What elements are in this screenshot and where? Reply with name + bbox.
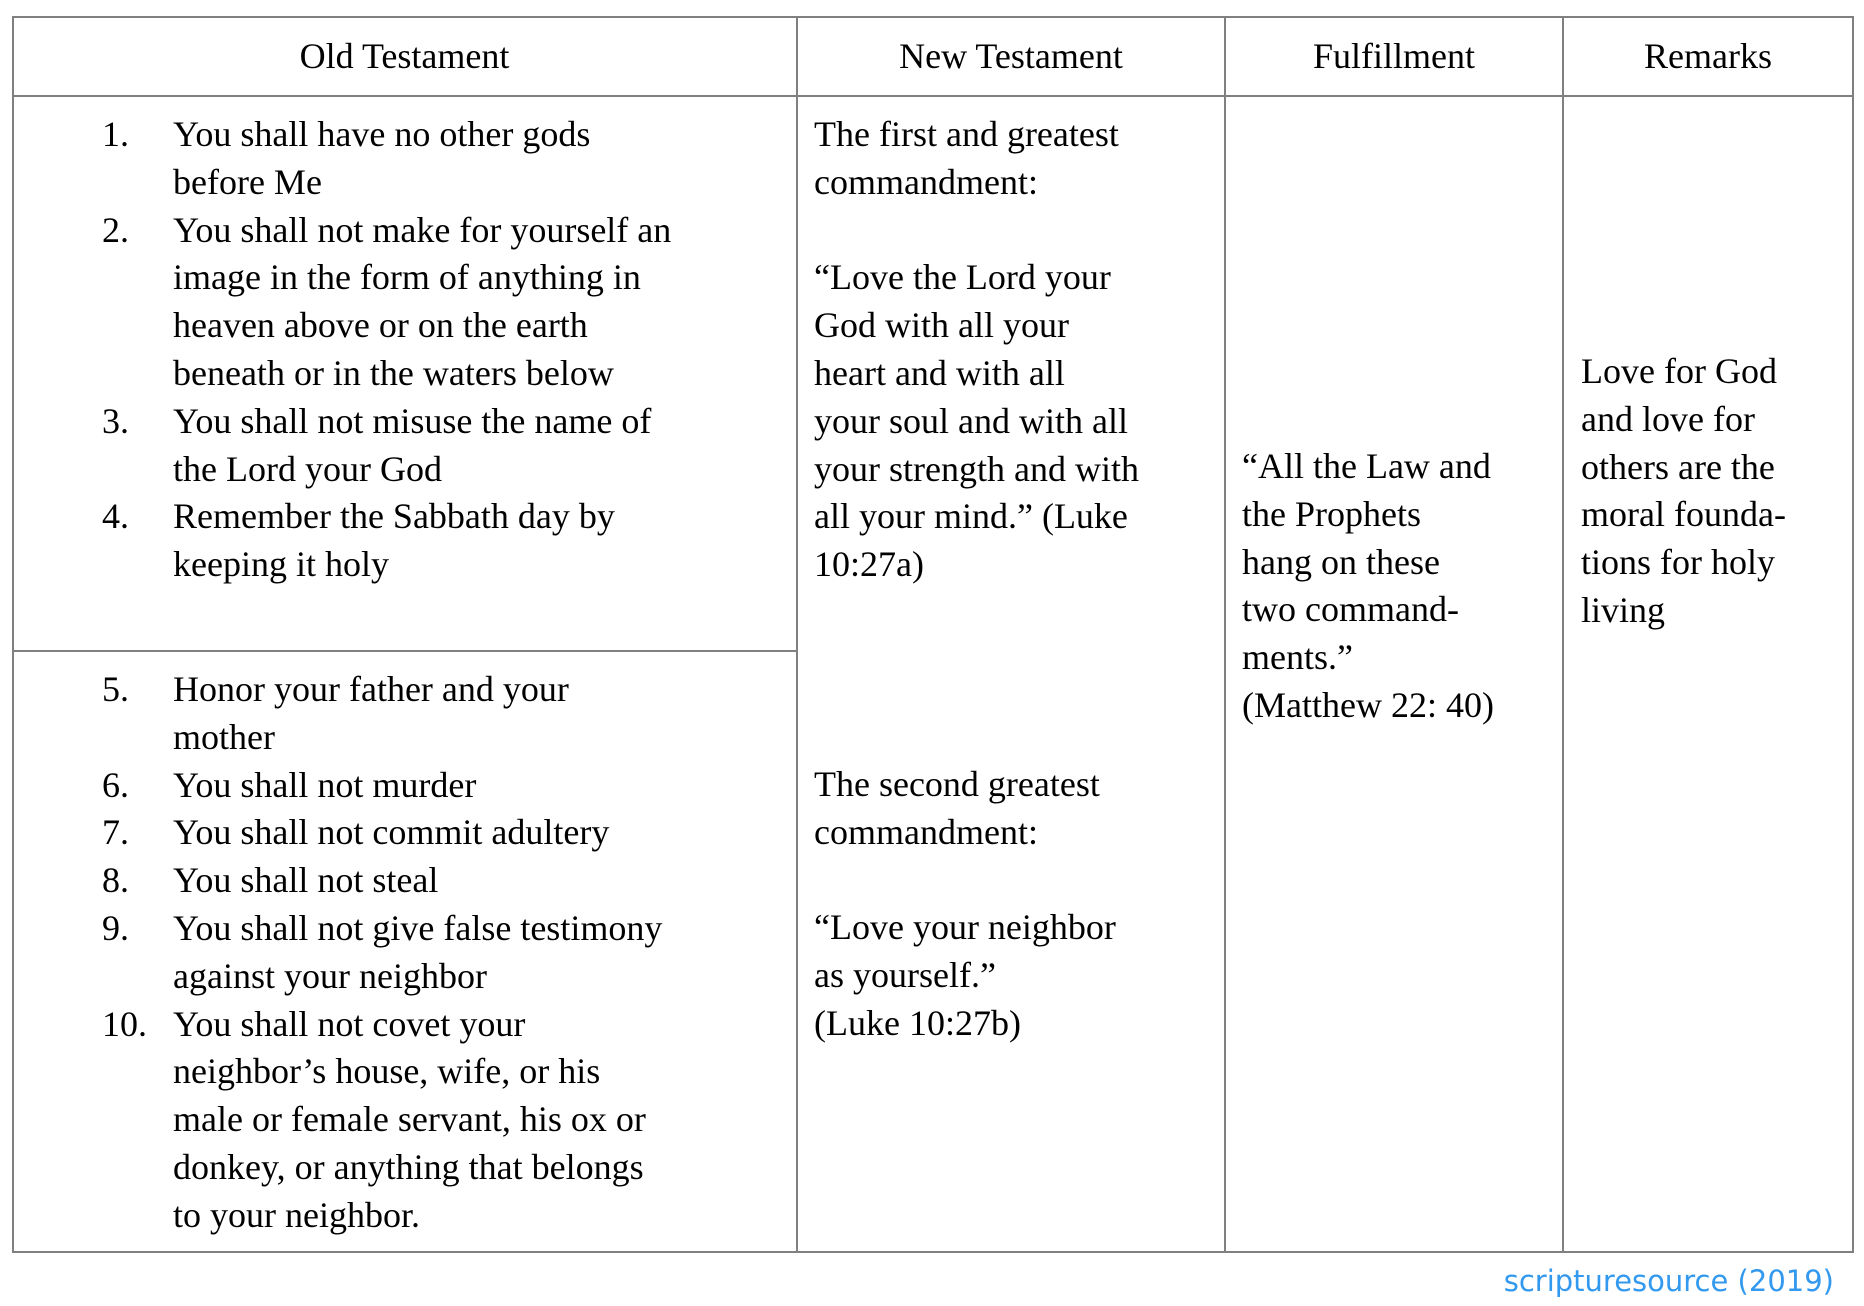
commandment-text: You shall have no other gods before Me (173, 114, 591, 202)
header-new-testament: New Testament (899, 36, 1123, 76)
commandment-item (102, 857, 792, 905)
header-old-testament: Old Testament (299, 36, 510, 76)
header-remarks: Remarks (1644, 36, 1772, 76)
commandment-number: 9. (102, 907, 129, 948)
column-divider (1224, 16, 1226, 1253)
commandment-item (102, 1001, 792, 1240)
commandment-item (102, 666, 792, 762)
commandment-number: 6. (102, 764, 129, 805)
table-border-bottom (13, 1251, 1854, 1253)
fulfillment-text: “All the Law and the Prophets hang on these two command- ments.” (Matthew 22: 40) (1242, 446, 1494, 725)
commandment-text: You shall not commit adultery (173, 812, 610, 853)
commandment-text: You shall not misuse the name of the Lord your God (173, 400, 652, 489)
old-testament-list-second (102, 666, 792, 1240)
new-testament-first-commandment: The first and greatest commandment: “Love the Lord your God with all your heart and with all your soul and with all your strength and with all your mind.” (Luke 10:27a) (814, 114, 1139, 585)
commandment-item (102, 207, 792, 398)
commandment-item (102, 493, 792, 589)
commandment-number: 2. (102, 209, 129, 250)
remarks-text: Love for God and love for others are the moral founda- tions for holy living (1581, 351, 1786, 630)
commandment-item (102, 762, 792, 810)
commandment-text: You shall not give false testimony against your neighbor (173, 907, 663, 996)
column-divider (796, 16, 798, 1253)
row-divider (13, 650, 798, 652)
commandment-item (102, 398, 792, 494)
header-fulfillment: Fulfillment (1313, 36, 1475, 76)
commandment-text: You shall not murder (173, 764, 477, 805)
commandment-text: Remember the Sabbath day by keeping it holy (173, 496, 615, 585)
commandment-text: You shall not steal (173, 860, 439, 901)
commandment-item (102, 111, 792, 207)
commandment-item (102, 809, 792, 857)
commandment-number: 3. (102, 400, 129, 441)
commandment-number: 8. (102, 860, 129, 901)
column-divider (1562, 16, 1564, 1253)
commandment-number: 1. (102, 114, 129, 154)
commandment-text: You shall not covet your neighbor’s house, wife, or his male or female servant, his ox or donkey, or anything that belongs to your neighbor. (173, 1003, 646, 1235)
table-border-left (12, 16, 14, 1253)
commandment-text: You shall not make for yourself an image in the form of anything in heaven above or on the earth beneath or in the waters below (173, 209, 672, 393)
commandment-number: 10. (102, 1003, 147, 1044)
commandment-number: 7. (102, 812, 129, 853)
commandment-text: Honor your father and your mother (173, 669, 569, 757)
commandment-number: 4. (102, 496, 129, 537)
commandment-number: 5. (102, 669, 129, 709)
old-testament-list-first (102, 111, 792, 589)
source-credit: scripturesource (2019) (1503, 1264, 1834, 1298)
new-testament-second-commandment: The second greatest commandment: “Love your neighbor as yourself.” (Luke 10:27b) (814, 764, 1116, 1043)
commandment-item (102, 905, 792, 1001)
table-border-right (1852, 16, 1854, 1253)
